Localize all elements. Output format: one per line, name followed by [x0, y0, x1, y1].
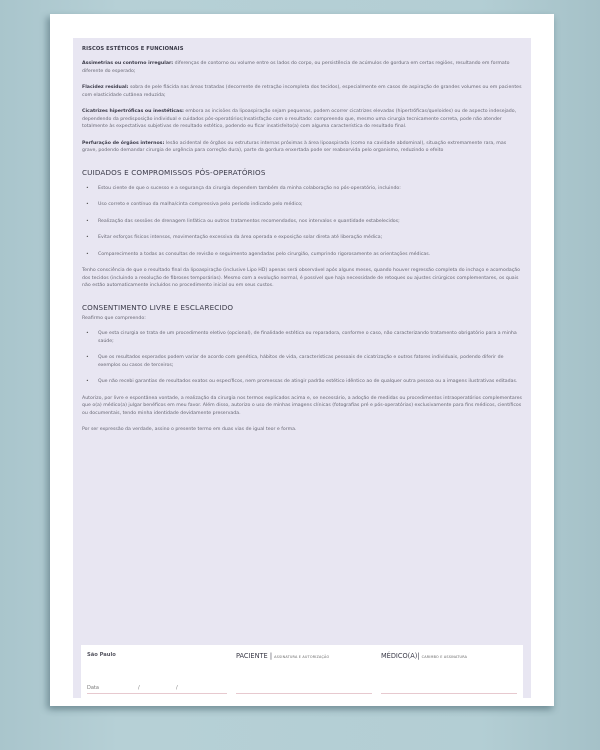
- consent-intro: Reafirmo que compreendo:: [82, 315, 146, 321]
- risk-text: diferenças de contorno ou volume entre os lados do corpo, ou persistência de acúmulos de gordura em certas regiões, resultando em formato diferente do esperado;: [82, 61, 510, 74]
- risk-item: [82, 140, 522, 155]
- doctor-signature-heading: [381, 652, 517, 660]
- patient-subtitle: ASSINATURA E AUTORIZAÇÃO: [274, 655, 330, 659]
- date-line: [87, 693, 227, 694]
- section-care: [82, 168, 522, 290]
- consent-bullet: • Que não recebi garantias de resultados exatos ou específicos, nem promessas de atingir padrão estético idêntico ao de qualquer outra pessoa ou a imagens ilustrativas editadas.: [82, 378, 522, 386]
- consent-bullet: • Que esta cirurgia se trata de um procedimento eletivo (opcional), de finalidade estética ou reparadora, conforme o caso, não caracterizando tratamento obrigatório para a minha saúde;: [82, 330, 522, 345]
- doctor-title: MÉDICO(A): [380, 652, 418, 660]
- care-bullet: • Evitar esforços físicos intensos, movimentação excessiva da área operada e exposição solar direta até liberação médica;: [82, 234, 522, 242]
- consent-list: [82, 330, 522, 386]
- doctor-signature-line: [381, 693, 517, 694]
- section-risks: [82, 46, 522, 155]
- signature-block: [81, 645, 523, 698]
- risk-term: Perfuração de órgãos internos:: [82, 140, 165, 146]
- risk-text: embora as incisões da lipoaspiração sejam pequenas, podem ocorrer cicatrizes elevadas (hipertróficas/queloides) ou de aspecto indesejado, dependendo da predisposição individual e cuidados pós-operatórios;Insatisfação com o resultado: compreendo que, mesmo uma cirurgia tecnicamente correta, pode não atender totalmente às expectativas subjetivas de resultado estético, podendo eu ficar insatisfeito(a) com alguma característica do resultado final.: [82, 109, 517, 129]
- consent-authorization: Autorizo, por livre e espontânea vontade, a realização da cirurgia nos termos explicados acima e, se necessário, a adoção de medidas ou procedimentos intraoperatórios complementares que o(a) médico(a) julgar benéficos em meu favor. Além disso, autorizo o uso de minhas imagens clínicas (fotografias pré e pós-operatórias) exclusivamente para fins médicos, científicos ou documentais, tendo minha identidade devidamente preservada.: [82, 395, 522, 416]
- risk-item: [82, 60, 522, 75]
- risk-text: sobra de pele flácida nas áreas tratadas (decorrente de retração incompleta dos tecidos), especialmente em casos de aspiração de grandes volumes ou em pacientes com elasticidade cutânea reduzida;: [82, 85, 522, 98]
- content-panel: [73, 38, 531, 698]
- risk-item: [82, 108, 522, 131]
- care-bullet: • Uso correto e contínuo da malha/cinta compressiva pelo período indicado pelo médico;: [82, 201, 522, 209]
- risk-text: lesão acidental de órgãos ou estruturas internas próximas à área lipoaspirada (como na cavidade abdominal), situação extremamente rara, mas grave, podendo demandar cirurgia de urgência para correção dura), parte da gordura enxertada pode ser reabsorvida pelo organismo, reduzindo o efeito: [82, 140, 507, 153]
- consent-closing: Por ser expressão da verdade, assino o presente termo em duas vias de igual teor e forma.: [82, 427, 297, 432]
- risk-term: Cicatrizes hipertróficas ou inestéticas:: [82, 109, 184, 114]
- date-input[interactable]: [87, 685, 227, 691]
- date-separator: /: [138, 685, 140, 691]
- patient-signature-heading: [236, 652, 372, 660]
- separator-bar: |: [417, 652, 422, 660]
- date-field[interactable]: [87, 652, 227, 698]
- patient-signature-field[interactable]: [236, 652, 372, 698]
- consent-bullet: • Que os resultados esperados podem variar de acordo com genética, hábitos de vida, características pessoais de cicatrização e outros fatores individuais, podendo diferir de exemplos ou casos de terceiros;: [82, 354, 522, 369]
- care-bullet: • Estou ciente de que o sucesso e a segurança da cirurgia dependem também da minha colaboração no pós-operatório, incluindo:: [82, 185, 522, 193]
- care-bullet: • Comparecimento a todas as consultas de revisão e seguimento agendadas pelo cirurgião, cumprindo rigorosamente as orientações médicas.: [82, 251, 522, 259]
- date-separator: /: [176, 685, 178, 691]
- risk-item: [82, 84, 522, 99]
- patient-signature-line: [236, 693, 372, 694]
- city-label: São Paulo: [87, 652, 116, 658]
- separator-bar: |: [267, 652, 275, 660]
- section-consent-title: CONSENTIMENTO LIVRE E ESCLARECIDO: [82, 302, 234, 312]
- care-paragraph: Tenho consciência de que o resultado final da lipoaspiração (inclusive Lipo HD) apenas será observável após alguns meses, quando houver regressão completa do inchaço e acomodação dos tecidos (incluindo a resolução de fibroses temporárias). Mesmo com a evolução normal, é possível que haja necessidade de retoques ou ajustes cirúrgicos complementares, os quais não estão automaticamente incluídos no procedimento inicial ou em seus custos.: [82, 268, 521, 288]
- section-risks-title: RISCOS ESTÉTICOS E FUNCIONAIS: [82, 46, 184, 52]
- doctor-subtitle: CARIMBO E ASSINATURA: [421, 655, 468, 659]
- risk-term: Flacidez residual:: [82, 85, 129, 90]
- section-care-title: CUIDADOS E COMPROMISSOS PÓS-OPERATÓRIOS: [82, 167, 266, 177]
- document-page: [50, 14, 554, 706]
- section-consent: [82, 303, 522, 434]
- care-list: [82, 185, 522, 259]
- date-label: Data: [87, 685, 99, 691]
- patient-title: PACIENTE: [235, 652, 268, 660]
- care-bullet: • Realização das sessões de drenagem linfática ou outros tratamentos recomendados, nos intervalos e quantidade estabelecidos;: [82, 218, 522, 226]
- risk-term: Assimetrias ou contorno irregular:: [82, 61, 174, 66]
- doctor-signature-field[interactable]: [381, 652, 517, 698]
